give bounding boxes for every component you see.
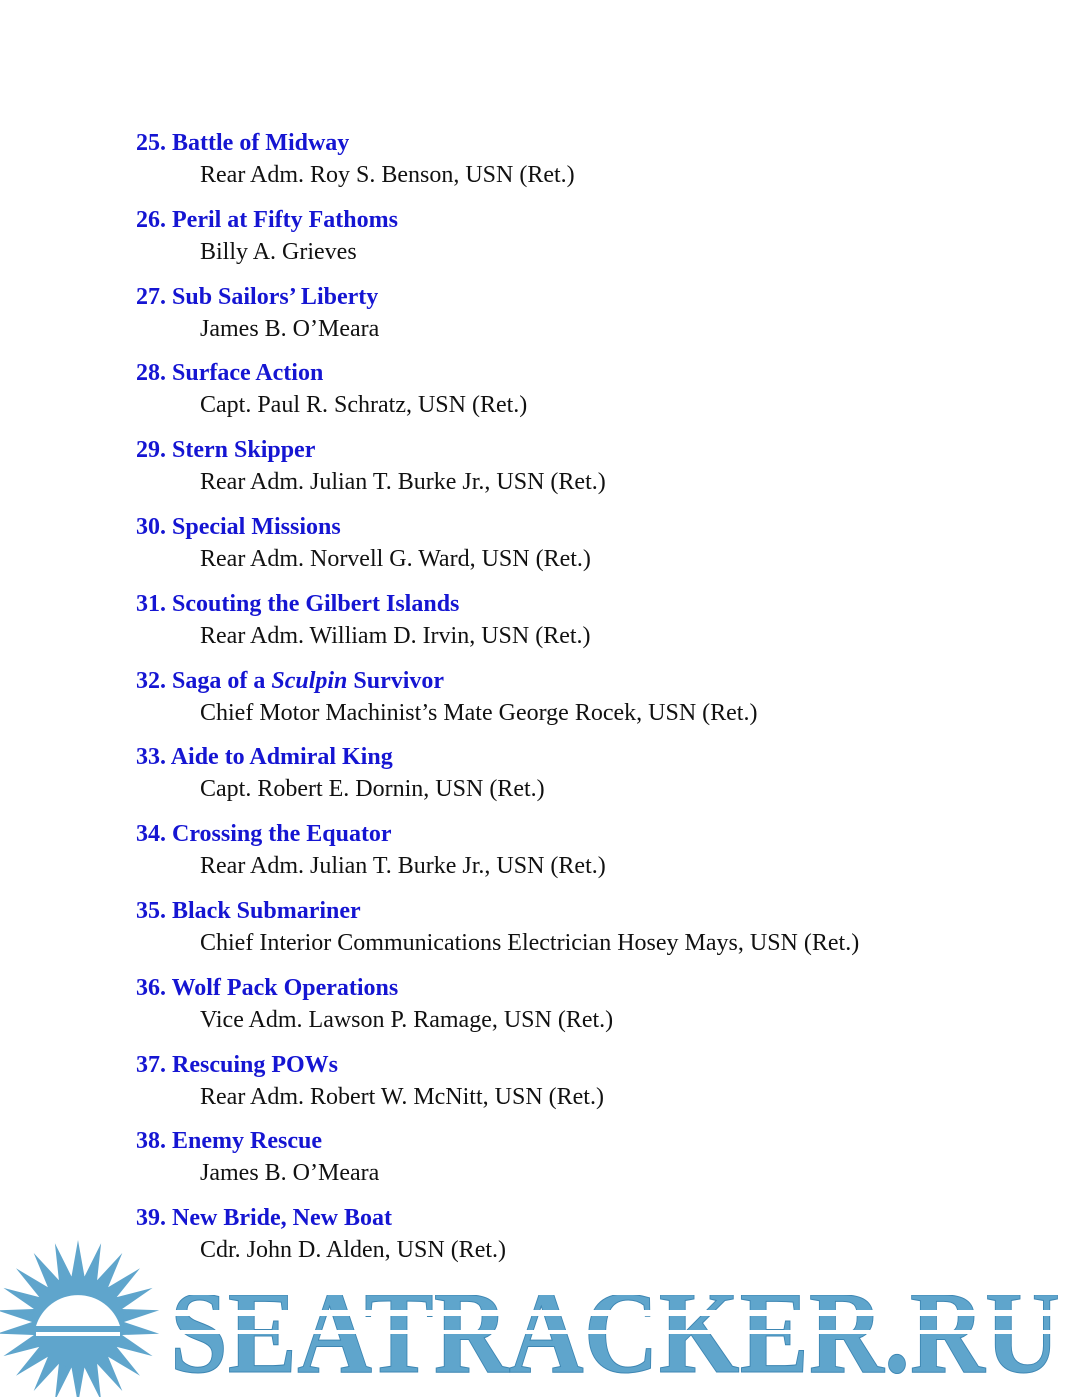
toc-entry-25 [136,127,1036,204]
entry-title[interactable] [136,281,1036,313]
entry-number: 31. [136,590,166,617]
toc-entry-26 [136,204,1036,281]
toc-entry-36 [136,972,1036,1049]
entry-title-text: Surface Action [172,360,324,387]
entry-author: Cdr. John D. Alden, USN (Ret.) [200,1237,506,1264]
entry-author: Rear Adm. William D. Irvin, USN (Ret.) [200,622,591,649]
entry-title[interactable] [136,818,1036,850]
entry-author: Rear Adm. Julian T. Burke Jr., USN (Ret.) [200,469,606,496]
sun-icon [0,1240,159,1397]
entry-title-italic: Sculpin [271,667,348,694]
entry-number: 39. [136,1205,166,1232]
entry-title[interactable] [136,972,1036,1004]
entry-author: James B. O’Meara [200,315,380,342]
entry-title[interactable] [136,511,1036,543]
entry-number: 32. [136,667,166,694]
toc-entry-38 [136,1125,1036,1202]
entry-title[interactable] [136,1202,1036,1234]
entry-number: 36. [136,974,166,1001]
entry-title-text: Survivor [347,667,445,694]
entry-number: 38. [136,1128,166,1155]
entry-author: James B. O’Meara [200,1160,380,1187]
entry-title-text: Saga of a [172,667,272,694]
entry-author: Rear Adm. Julian T. Burke Jr., USN (Ret.) [200,853,606,880]
entry-title-text: Rescuing POWs [172,1051,339,1078]
entry-number: 28. [136,360,166,387]
toc-entry-34 [136,818,1036,895]
toc-entry-31 [136,588,1036,665]
entry-author: Billy A. Grieves [200,238,357,265]
entry-number: 27. [136,283,166,310]
entry-title-text: Wolf Pack Operations [171,974,399,1001]
toc-entry-33 [136,741,1036,818]
entry-author: Rear Adm. Robert W. McNitt, USN (Ret.) [200,1083,604,1110]
entry-title[interactable] [136,204,1036,236]
entry-title-text: Peril at Fifty Fathoms [172,206,398,233]
entry-author: Capt. Robert E. Dornin, USN (Ret.) [200,776,545,803]
toc-entry-37 [136,1049,1036,1126]
entry-title-text: Sub Sailors’ Liberty [172,283,379,310]
entry-author: Capt. Paul R. Schratz, USN (Ret.) [200,392,528,419]
entry-number: 33. [136,744,166,771]
entry-number: 25. [136,130,166,156]
entry-title[interactable] [136,588,1036,620]
entry-title[interactable] [136,1125,1036,1157]
entry-number: 35. [136,897,166,924]
entry-title[interactable] [136,895,1036,927]
entry-number: 29. [136,437,166,464]
entry-title-text: New Bride, New Boat [172,1205,392,1232]
entry-title[interactable] [136,127,1036,159]
entry-title-text: Aide to Admiral King [170,744,393,771]
entry-title[interactable] [136,665,1036,697]
entry-title[interactable] [136,357,1036,389]
toc-entry-28 [136,357,1036,434]
entry-number: 34. [136,821,166,848]
entry-title-text: Special Missions [172,513,341,540]
toc-entry-27 [136,281,1036,358]
toc-entry-35 [136,895,1036,972]
entry-number: 26. [136,206,166,233]
entry-title[interactable] [136,741,1036,773]
entry-title-text: Black Submariner [172,897,361,924]
entry-author: Vice Adm. Lawson P. Ramage, USN (Ret.) [200,1006,614,1033]
watermark [0,1236,1080,1397]
entry-title-text: Enemy Rescue [172,1128,322,1155]
entry-title-text: Stern Skipper [172,437,316,464]
entry-author: Chief Motor Machinist’s Mate George Rocek, USN (Ret.) [200,699,758,726]
entry-title-text: Scouting the Gilbert Islands [172,590,460,617]
table-of-contents [136,127,1036,1279]
entry-author: Chief Interior Communications Electrician Hosey Mays, USN (Ret.) [200,929,860,956]
toc-entry-29 [136,434,1036,511]
toc-entry-30 [136,511,1036,588]
entry-number: 30. [136,513,166,540]
entry-title-text: Crossing the Equator [172,821,392,848]
entry-author: Rear Adm. Norvell G. Ward, USN (Ret.) [200,545,591,572]
toc-entry-32 [136,665,1036,742]
entry-title[interactable] [136,434,1036,466]
entry-title[interactable] [136,1049,1036,1081]
entry-title-text: Battle of Midway [172,130,350,156]
entry-author: Rear Adm. Roy S. Benson, USN (Ret.) [200,162,575,188]
entry-number: 37. [136,1051,166,1078]
